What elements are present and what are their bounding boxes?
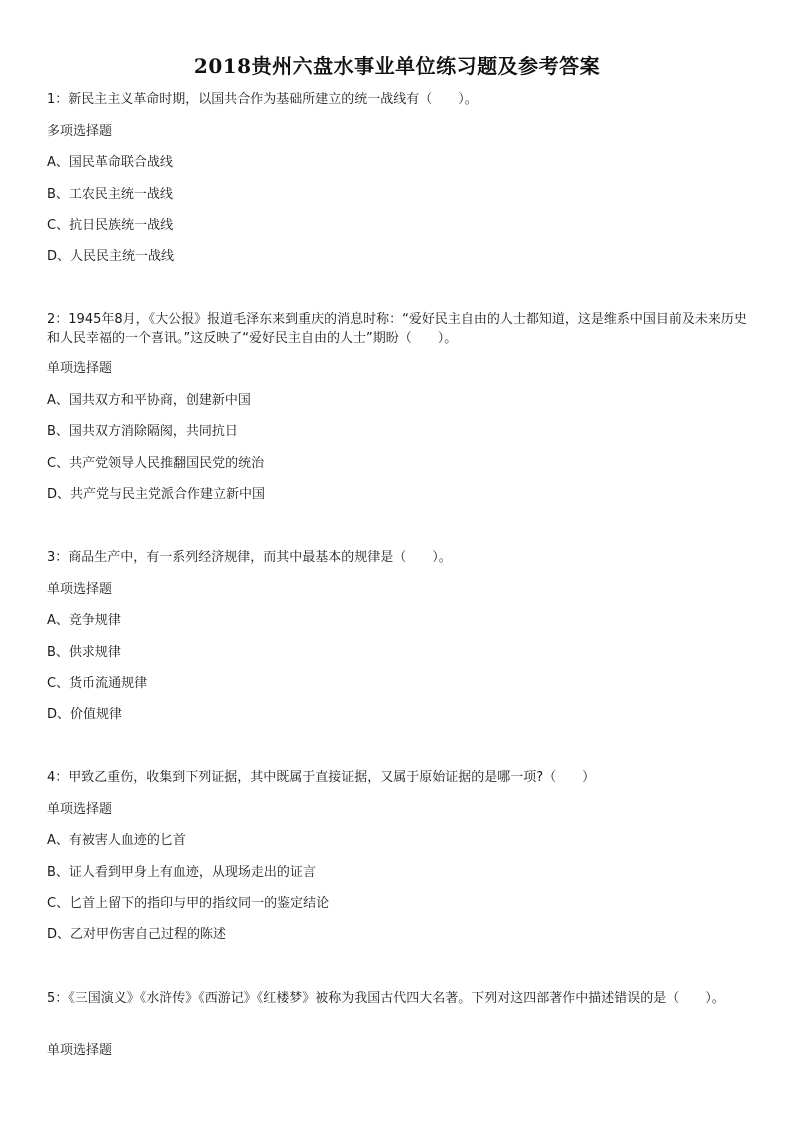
question-5 [47, 989, 752, 1058]
question-1 [47, 90, 752, 264]
option-d: D、价值规律 [47, 707, 123, 722]
option-b: B、国共双方消除隔阂，共同抗日 [47, 424, 238, 439]
question-text: 3：商品生产中，有一系列经济规律，而其中最基本的规律是（ ）。 [47, 550, 452, 565]
option-c: C、抗日民族统一战线 [47, 218, 174, 233]
option-d: D、人民民主统一战线 [47, 249, 175, 264]
question-3 [47, 548, 752, 722]
option-a: A、竞争规律 [47, 613, 121, 628]
option-c: C、货币流通规律 [47, 676, 148, 691]
question-text: 1：新民主主义革命时期，以国共合作为基础所建立的统一战线有（ ）。 [47, 92, 478, 107]
option-b: B、证人看到甲身上有血迹，从现场走出的证言 [47, 865, 316, 880]
option-a: A、有被害人血迹的匕首 [47, 833, 186, 848]
option-c: C、匕首上留下的指印与甲的指纹同一的鉴定结论 [47, 896, 330, 911]
question-type: 多项选择题 [47, 124, 113, 139]
option-a: A、国民革命联合战线 [47, 155, 173, 170]
question-text: 2：1945年8月，《大公报》报道毛泽东来到重庆的消息时称：“爱好民主自由的人士都知道，这是维系中国目前及未来历史和人民幸福的一个喜讯。”这反映了“爱好民主自由的人士”期盼（ ）。 [47, 312, 747, 346]
question-type: 单项选择题 [47, 361, 113, 376]
option-d: D、共产党与民主党派合作建立新中国 [47, 487, 266, 502]
option-a: A、国共双方和平协商，创建新中国 [47, 393, 251, 408]
option-c: C、共产党领导人民推翻国民党的统治 [47, 456, 265, 471]
question-type: 单项选择题 [47, 582, 113, 597]
question-2 [47, 310, 752, 502]
option-d: D、乙对甲伤害自己过程的陈述 [47, 927, 227, 942]
question-text: 4：甲致乙重伤，收集到下列证据，其中既属于直接证据，又属于原始证据的是哪一项?（ ） [47, 770, 596, 785]
document-title: 2018贵州六盘水事业单位练习题及参考答案 [193, 54, 601, 78]
question-type: 单项选择题 [47, 802, 113, 817]
question-text: 5：《三国演义》《水浒传》《西游记》《红楼梦》被称为我国古代四大名著。下列对这四部著作中描述错误的是（ ）。 [47, 991, 725, 1006]
question-4 [47, 768, 752, 942]
question-type: 单项选择题 [47, 1043, 113, 1058]
option-b: B、工农民主统一战线 [47, 187, 173, 202]
option-b: B、供求规律 [47, 645, 121, 660]
